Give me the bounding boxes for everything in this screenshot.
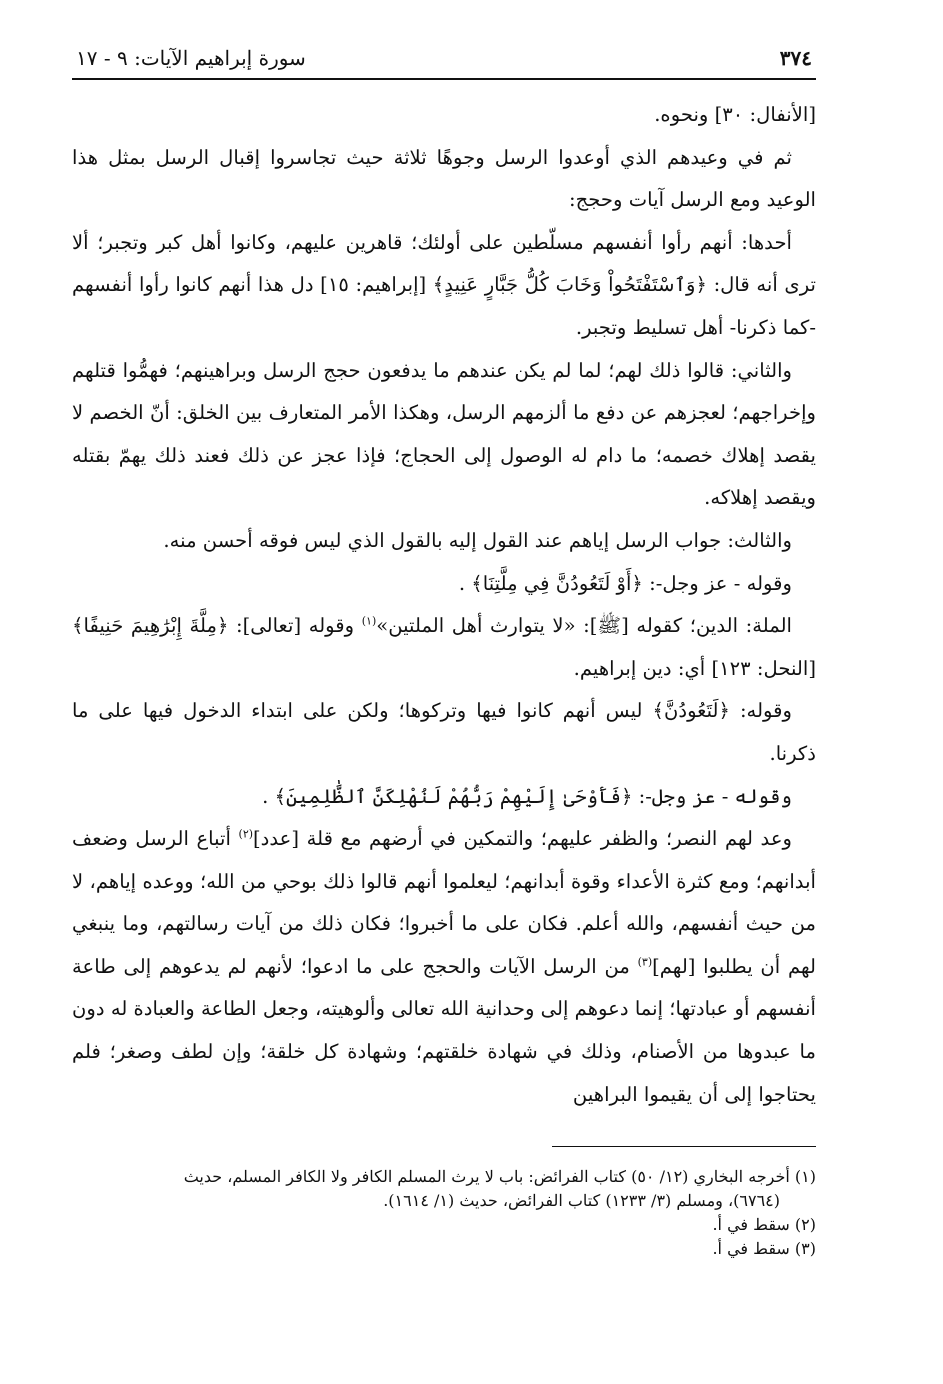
paragraph-5: والثالث: جواب الرسل إياهم عند القول إليه بالقول الذي ليس فوقه أحسن منه. [163,528,792,552]
paragraph-9: وقوله - عز وجل-: ﴿فَأَوْحَىٰ إِلَيْهِمْ رَبُّهُمْ لَنُهْلِكَنَّ ٱلظَّٰلِمِينَ﴾ . [262,784,792,808]
footnote-1-continued: (٦٧٦٤)، ومسلم (٣/ ١٢٣٣) كتاب الفرائض، حديث (١/ ١٦١٤). [383,1191,780,1211]
paragraph-7-text-a: الملة: الدين؛ كقوله [ﷺ]: «لا يتوارث أهل الملتين» [376,614,792,638]
footnote-ref-3: (٣) [637,955,653,969]
paragraph-3: أحدها: أنهم رأوا أنفسهم مسلّطين على أولئك؛ قاهرين عليهم، وكانوا أهل كبر وتجبر؛ ألا ترى أنه قال: ﴿وَٱسْتَفْتَحُواْ وَخَابَ كُلُّ جَبَّارٍ عَنِيدٍ﴾ [إبراهيم: ١٥] دل هذا أنهم كانوا رأوا أنفسهم -كما ذكرنا- أهل تسليط وتجبر. [72,230,816,339]
footnote-2: (٢) سقط في أ. [712,1215,816,1235]
footnote-3: (٣) سقط في أ. [712,1239,816,1259]
footnote-divider [552,1146,816,1147]
running-title: سورة إبراهيم الآيات: ٩ - ١٧ [76,46,306,70]
book-page [72,40,816,1261]
paragraph-2: ثم في وعيدهم الذي أوعدوا الرسل وجوهًا ثلاثة حيث تجاسروا إقبال الرسل بمثل هذا الوعيد ومع الرسل آيات وحجج: [72,145,816,212]
paragraph-8: وقوله: ﴿لَتَعُودُنَّ﴾ ليس أنهم كانوا فيها وتركوها؛ ولكن على ابتداء الدخول فيها على ما ذكرنا. [72,699,816,765]
paragraph-7-text-b: وقوله [تعالى]: ﴿مِلَّةَ إِبْرَٰهِيمَ حَنِيفًا﴾ [النحل: ١٢٣] أي: دين إبراهيم. [72,614,816,680]
paragraph-10-text-a: وعد لهم النصر؛ والظفر عليهم؛ والتمكين في أرضهم مع قلة [عدد] [253,827,792,851]
footnote-ref-2: (٢) [238,827,254,841]
page-number: ٣٧٤ [779,46,812,70]
footnote-ref-1: (١) [361,614,377,628]
paragraph-1: [الأنفال: ٣٠] ونحوه. [654,103,816,126]
paragraph-10-text-c: من الرسل الآيات والحجج على ما ادعوا؛ لأنهم لم يدعوهم إلى طاعة أنفسهم أو عبادتها؛ إنما دعوهم إلى وحدانية الله تعالى وألوهيته، وجعل الطاعة والعبادة له دون ما عبدوها من الأصنام، وذلك في شهادة خلقتهم؛ وشهادة كل خلقة؛ وإن لطف وصغر؛ فلم يحتاجوا إلى أن يقيموا البراهين [72,954,816,1106]
footnote-1: (١) أخرجه البخاري (١٢/ ٥٠) كتاب الفرائض: باب لا يرث المسلم الكافر ولا الكافر المسلم، حديث [183,1167,816,1187]
paragraph-6: وقوله - عز وجل-: ﴿أَوْ لَتَعُودُنَّ فِي مِلَّتِنَا﴾ . [458,571,792,595]
page-header [72,40,816,80]
main-text [72,94,816,1116]
paragraph-4: والثاني: قالوا ذلك لهم؛ لما لم يكن عندهم ما يدفعون حجج الرسل وبراهينهم؛ فهمُّوا قتلهم وإخراجهم؛ لعجزهم عن دفع ما ألزمهم الرسل، وهكذا الأمر المتعارف بين الخلق: أنّ الخصم لا يقصد إهلاك خصمه؛ ما دام له الوصول إلى الحجاج؛ فإذا عجز عن ذلك فعند ذلك يهمّ بقتله ويقصد إهلاكه. [72,358,816,510]
paragraph-10 [72,818,816,1116]
paragraph-7 [72,605,816,690]
footnotes [72,1165,816,1261]
paragraph-10-text-b: أتباع الرسل وضعف أبدانهم؛ ومع كثرة الأعداء وقوة أبدانهم؛ ليعلموا أنهم قالوا ذلك بوحي من الله؛ ووعده إياهم، لا من حيث أنفسهم، والله أعلم. فكان على ما أخبروا؛ فكان ذلك من آيات رسالتهم، وما ينبغي لهم أن يطلبوا [لهم] [72,827,816,978]
